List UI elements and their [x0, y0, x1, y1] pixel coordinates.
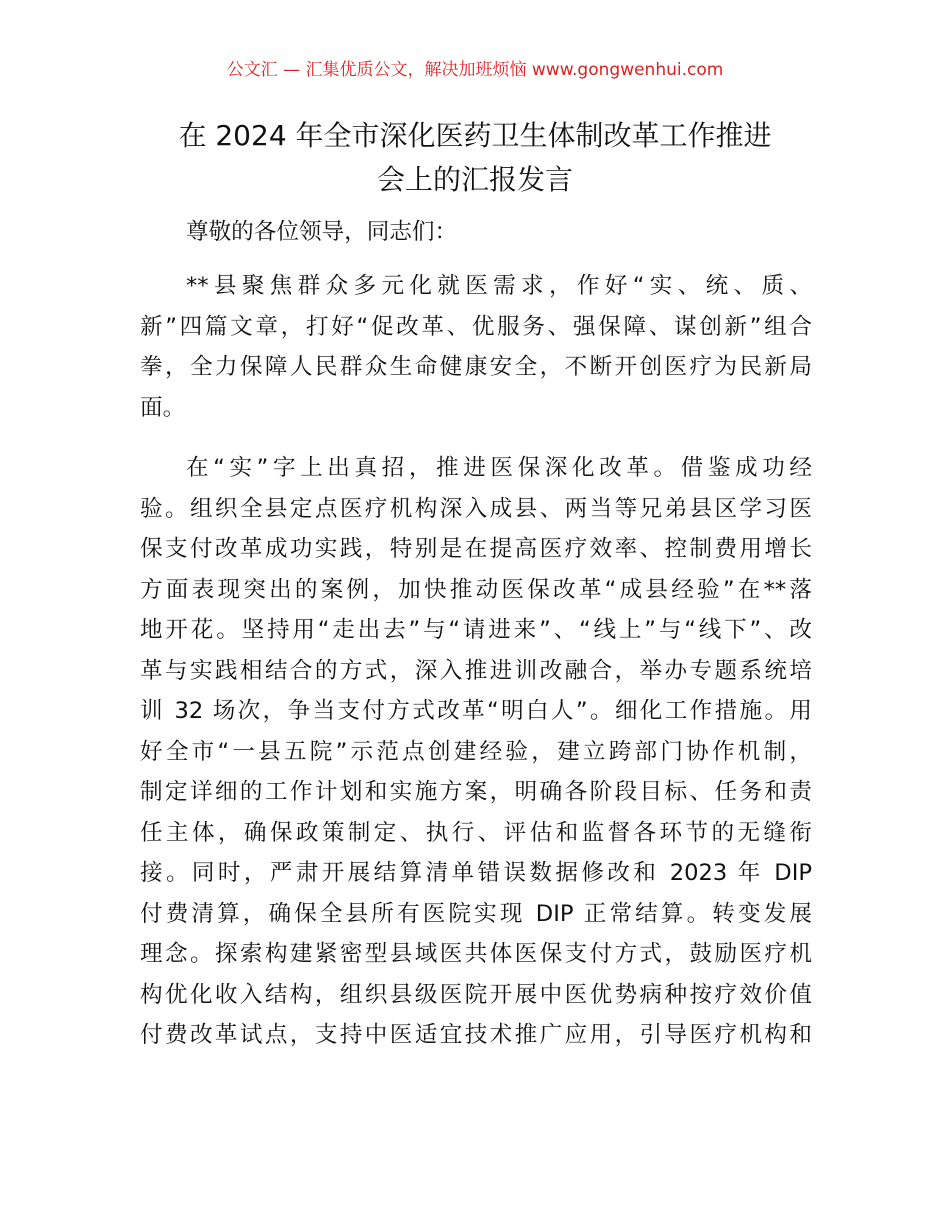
- paragraph-line: 面。: [140, 394, 186, 421]
- paragraph-line: 地开花。坚持用“走出去”与“请进来”、“线上”与“线下”、改: [140, 617, 812, 643]
- paragraph-reform: [140, 448, 812, 1056]
- paragraph-line: 训 32 场次，争当支付方式改革“明白人”。细化工作措施。用: [140, 698, 812, 724]
- salutation: 尊敬的各位领导，同志们：: [186, 219, 458, 245]
- paragraph-line: 在“实”字上出真招，推进医保深化改革。借鉴成功经: [186, 455, 812, 481]
- document-title: [130, 114, 820, 202]
- site-banner: 公文汇 — 汇集优质公文，解决加班烦恼 www.gongwenhui.com: [226, 60, 724, 80]
- paragraph-line: 接。同时，严肃开展结算清单错误数据修改和 2023 年 DIP: [140, 860, 812, 886]
- paragraph-line: 任主体，确保政策制定、执行、评估和监督各环节的无缝衔: [140, 819, 812, 846]
- paragraph-line: 制定详细的工作计划和实施方案，明确各阶段目标、任务和责: [140, 779, 812, 805]
- paragraph-line: 保支付改革成功实践，特别是在提高医疗效率、控制费用增长: [140, 536, 812, 562]
- paragraph-line: 理念。探索构建紧密型县域医共体医保支付方式，鼓励医疗机: [140, 941, 812, 967]
- paragraph-intro: [140, 266, 812, 428]
- paragraph-line: 革与实践相结合的方式，深入推进训改融合，举办专题系统培: [140, 657, 812, 684]
- paragraph-line: 构优化收入结构，组织县级医院开展中医优势病种按疗效价值: [140, 981, 812, 1008]
- paragraph-line: 好全市“一县五院”示范点创建经验，建立跨部门协作机制，: [140, 738, 812, 765]
- paragraph-line: 付费清算，确保全县所有医院实现 DIP 正常结算。转变发展: [140, 900, 812, 927]
- paragraph-line: 验。组织全县定点医疗机构深入成县、两当等兄弟县区学习医: [140, 495, 812, 522]
- paragraph-line: 方面表现突出的案例，加快推动医保改革“成县经验”在**落: [140, 576, 812, 603]
- title-line-1: 在 2024 年全市深化医药卫生体制改革工作推进: [178, 119, 772, 152]
- paragraph-line: 拳，全力保障人民群众生命健康安全，不断开创医疗为民新局: [140, 354, 812, 380]
- title-line-2: 会上的汇报发言: [376, 163, 573, 196]
- paragraph-line: 付费改革试点，支持中医适宜技术推广应用，引导医疗机构和: [140, 1022, 812, 1048]
- paragraph-line: **县聚焦群众多元化就医需求，作好“实、统、质、: [186, 273, 812, 299]
- paragraph-line: 新”四篇文章，打好“促改革、优服务、强保障、谋创新”组合: [140, 313, 812, 340]
